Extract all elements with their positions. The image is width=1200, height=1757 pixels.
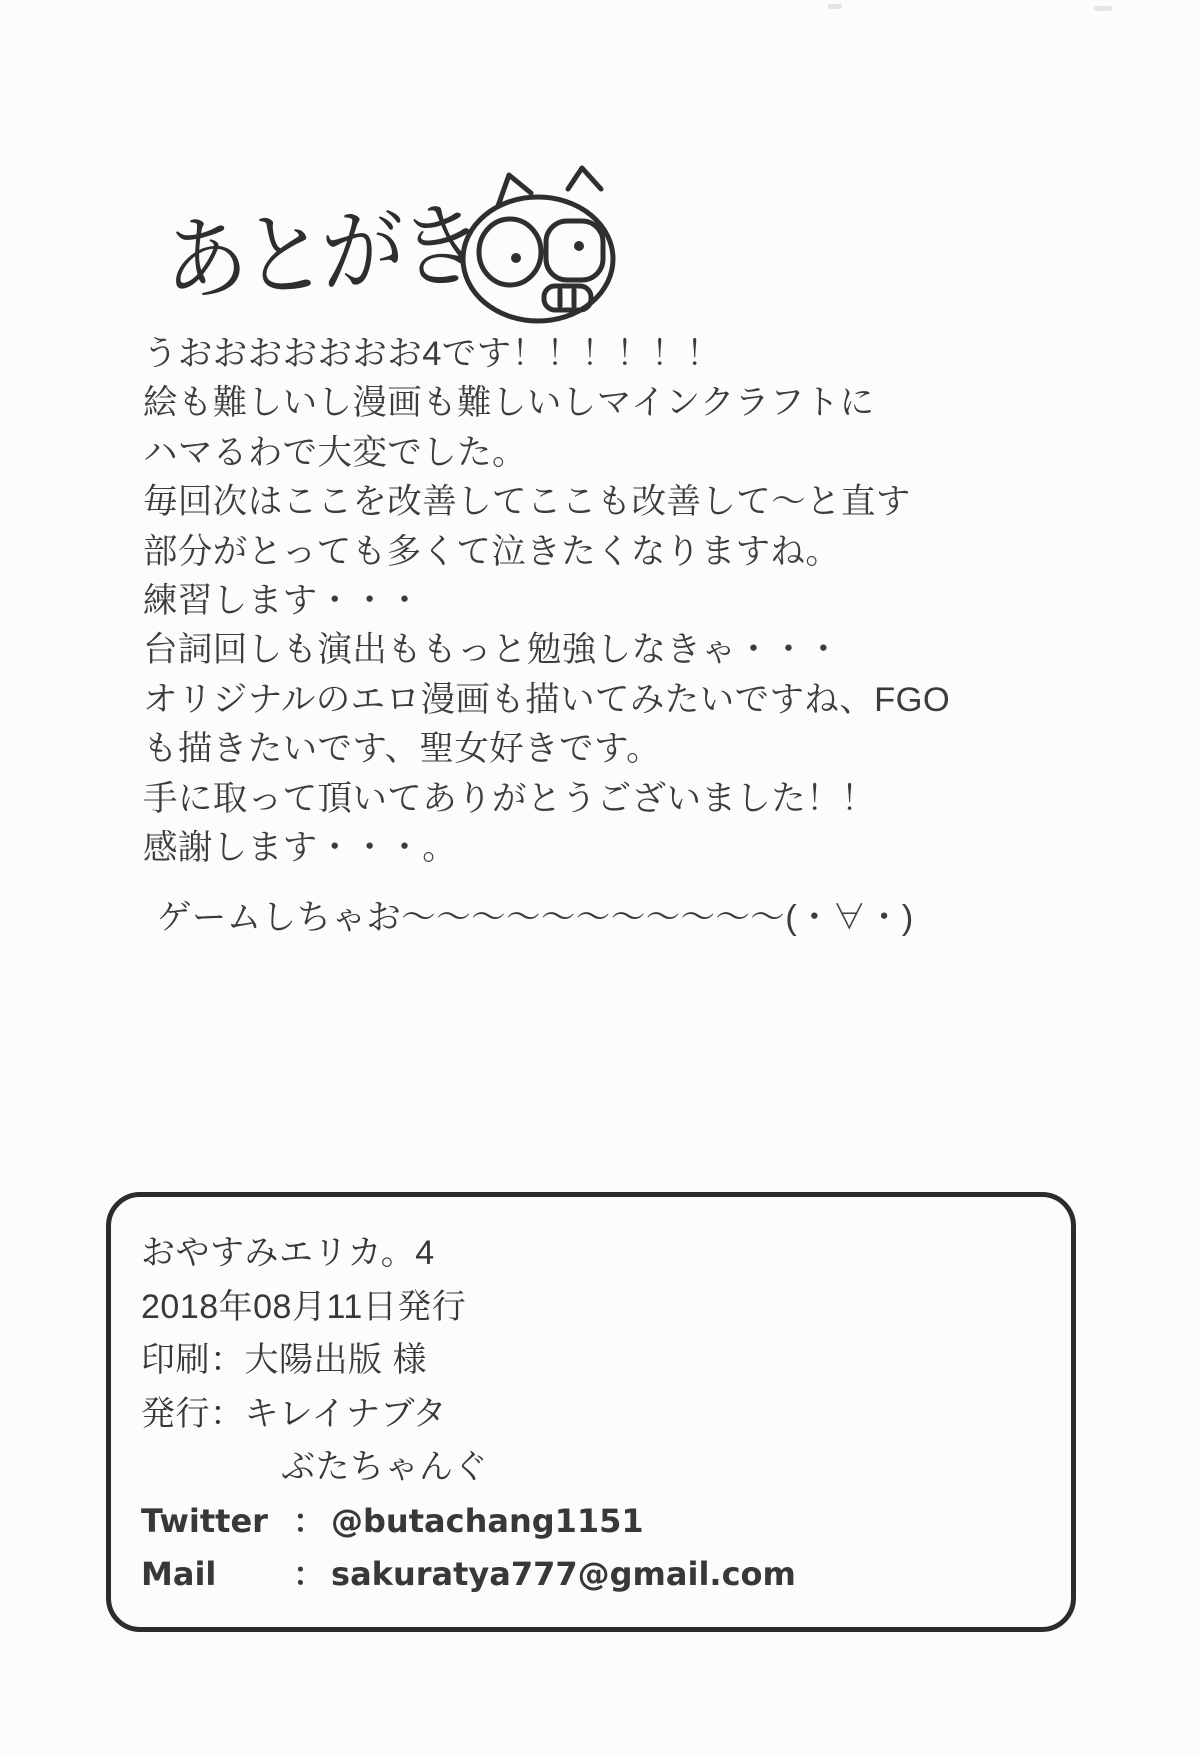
afterword-line: うおおおおおおお4です！！！！！！ [143,335,721,373]
mail-address: sakuratya777@gmail.com [331,1555,796,1593]
afterword-line: 台詞回しも演出ももっと勉強しなきゃ・・・ [143,631,841,670]
twitter-label: Twitter [141,1501,268,1540]
mail-separator: ： [293,1555,326,1593]
afterword-line: 手に取って頂いてありがとうございました！！ [143,779,876,818]
afterword-line: 部分がとっても多くて泣きたくなりますね。 [143,532,841,571]
book-title: おやすみエリカ。4 [141,1234,435,1272]
afterword-body [143,330,1103,873]
mail-label: Mail [141,1555,217,1593]
page-title: あとがき [161,194,481,314]
afterword-line: 感謝します・・・。 [143,829,458,868]
afterword-line: ハマるわで大変でした。 [143,433,527,472]
afterword-line: 毎回次はここを改善してここも改善して～と直す [143,483,911,522]
circle-name: ぶたちゃんぐ [281,1448,488,1486]
afterword-line: 絵も難しいし漫画も難しいしマインクラフトに [143,384,875,423]
scan-artifact [828,4,842,9]
afterword-line: オリジナルのエロ漫画も描いてみたいですね、FGO [143,680,951,719]
closing-line: ゲームしちゃお～～～～～～～～～～～(・∀・) [157,899,914,937]
afterword-line: も描きたいです、聖女好きです。 [143,730,661,769]
publisher-credit: 発行：キレイナブタ [141,1394,448,1433]
twitter-handle: @butachang1151 [331,1501,644,1540]
mail-contact [141,1548,1071,1602]
twitter-separator: ： [293,1501,326,1540]
pig-face-doodle-icon [446,162,628,334]
twitter-contact [141,1495,1071,1549]
scan-artifact [1094,6,1112,11]
printer-credit: 印刷：大陽出版 様 [141,1341,427,1379]
afterword-line: 練習します・・・ [143,582,423,621]
publish-date: 2018年08月11日発行 [141,1287,467,1326]
colophon-box [106,1192,1076,1632]
